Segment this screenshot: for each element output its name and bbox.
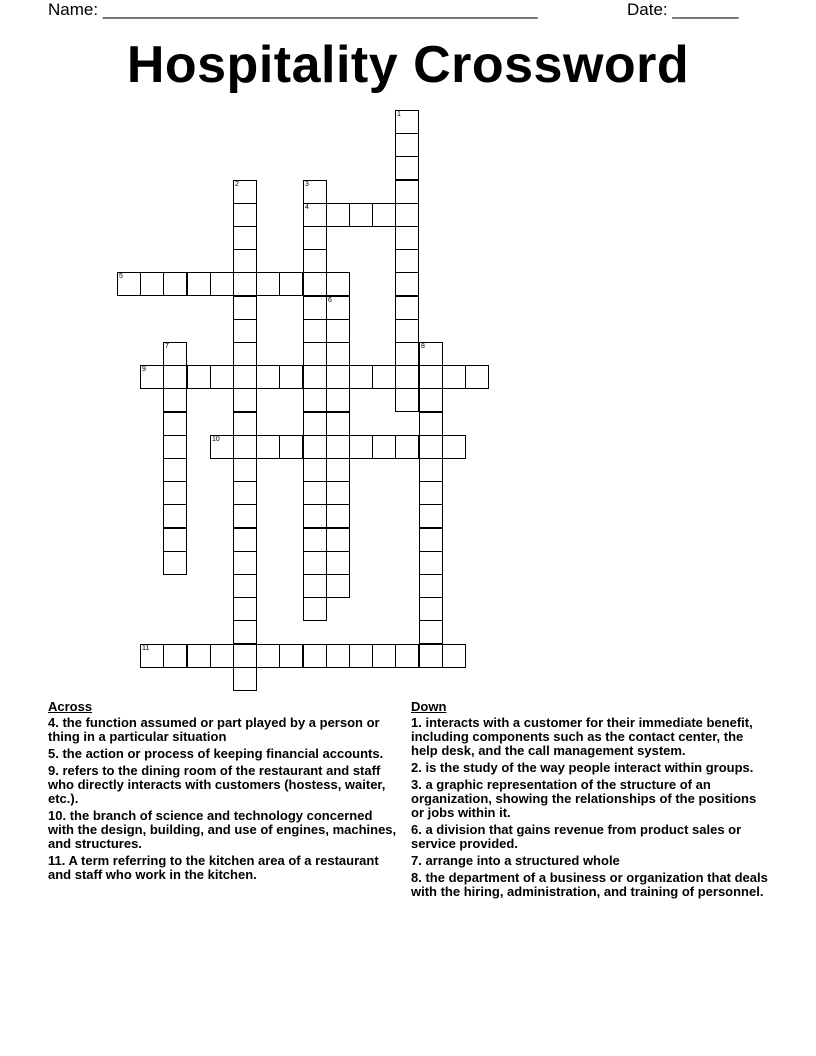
crossword-cell[interactable] [187,365,211,389]
crossword-cell[interactable] [326,551,350,575]
crossword-cell[interactable] [233,388,257,412]
crossword-cell[interactable] [442,435,466,459]
crossword-cell[interactable] [419,365,443,389]
crossword-cell[interactable] [163,365,187,389]
crossword-cell[interactable] [187,272,211,296]
crossword-cell[interactable] [233,342,257,366]
crossword-cell[interactable] [279,435,303,459]
crossword-cell[interactable] [349,644,373,668]
crossword-cell[interactable] [140,365,164,389]
clue-number: 9. [48,763,59,778]
crossword-cell[interactable] [326,319,350,343]
crossword-cell[interactable] [233,574,257,598]
clue-number-label: 3 [305,181,309,188]
clue-number-label: 9 [142,366,146,373]
date-line[interactable]: Date: _______ [627,0,739,19]
clue-number-label: 10 [212,436,220,443]
crossword-cell[interactable] [210,365,234,389]
crossword-cell[interactable] [419,504,443,528]
crossword-cell[interactable] [326,296,350,320]
clue-text: refers to the dining room of the restaurant and staff who directly interacts with customers (hostess, waiter, etc.). [48,763,386,806]
crossword-cell[interactable] [419,412,443,436]
crossword-cell[interactable] [233,412,257,436]
down-clue [411,778,771,820]
clue-text: is the study of the way people interact within groups. [425,760,754,775]
crossword-cell[interactable] [303,528,327,552]
crossword-cell[interactable] [163,388,187,412]
crossword-cell[interactable] [163,458,187,482]
crossword-cell[interactable] [326,574,350,598]
crossword-cell[interactable] [395,203,419,227]
clue-number-label: 2 [235,181,239,188]
crossword-cell[interactable] [233,458,257,482]
crossword-cell[interactable] [303,203,327,227]
crossword-cell[interactable] [419,458,443,482]
clue-text: arrange into a structured whole [425,853,620,868]
crossword-cell[interactable] [419,528,443,552]
crossword-cell[interactable] [326,458,350,482]
crossword-cell[interactable] [233,504,257,528]
crossword-cell[interactable] [303,504,327,528]
crossword-cell[interactable] [303,272,327,296]
clue-text: the branch of science and technology concerned with the design, building, and use of engines, machines, and structures. [48,808,397,851]
crossword-cell[interactable] [419,644,443,668]
crossword-cell[interactable] [163,272,187,296]
crossword-cell[interactable] [326,203,350,227]
crossword-cell[interactable] [372,435,396,459]
crossword-cell[interactable] [279,365,303,389]
clue-text: the function assumed or part played by a person or thing in a particular situation [48,715,380,744]
crossword-cell[interactable] [303,597,327,621]
crossword-cell[interactable] [326,342,350,366]
clue-number: 4. [48,715,59,730]
crossword-cell[interactable] [326,481,350,505]
clue-number-label: 6 [328,297,332,304]
crossword-cell[interactable] [395,644,419,668]
crossword-cell[interactable] [395,296,419,320]
crossword-cell[interactable] [303,319,327,343]
crossword-cell[interactable] [326,388,350,412]
crossword-cell[interactable] [233,481,257,505]
crossword-cell[interactable] [256,365,280,389]
crossword-cell[interactable] [395,133,419,157]
crossword-cell[interactable] [349,365,373,389]
crossword-cell[interactable] [419,620,443,644]
crossword-cell[interactable] [233,528,257,552]
crossword-cell[interactable] [163,481,187,505]
crossword-cell[interactable] [210,435,234,459]
crossword-cell[interactable] [233,203,257,227]
crossword-cell[interactable] [465,365,489,389]
crossword-cell[interactable] [117,272,141,296]
crossword-cell[interactable] [326,528,350,552]
across-clue [48,854,398,882]
crossword-cell[interactable] [163,551,187,575]
crossword-cell[interactable] [395,342,419,366]
crossword-cell[interactable] [233,667,257,691]
crossword-cell[interactable] [256,272,280,296]
crossword-cell[interactable] [303,249,327,273]
crossword-cell[interactable] [326,504,350,528]
crossword-cell[interactable] [442,644,466,668]
crossword-cell[interactable] [303,644,327,668]
clue-text: the action or process of keeping financial accounts. [62,746,384,761]
crossword-cell[interactable] [303,412,327,436]
clue-number-label: 4 [305,204,309,211]
crossword-cell[interactable] [233,551,257,575]
crossword-cell[interactable] [163,412,187,436]
crossword-cell[interactable] [233,620,257,644]
clue-text: interacts with a customer for their immediate benefit, including components such as the contact center, the help desk, and the call management system. [411,715,753,758]
crossword-cell[interactable] [233,272,257,296]
crossword-cell[interactable] [233,296,257,320]
clue-number: 1. [411,715,422,730]
crossword-cell[interactable] [210,644,234,668]
down-clues [411,700,771,902]
crossword-cell[interactable] [372,365,396,389]
crossword-cell[interactable] [233,435,257,459]
clue-number-label: 7 [165,343,169,350]
clue-number: 6. [411,822,422,837]
crossword-cell[interactable] [395,319,419,343]
across-clue [48,716,398,744]
name-line[interactable]: Name: ______________________________________________ [48,0,538,19]
crossword-cell[interactable] [326,412,350,436]
crossword-cell[interactable] [395,249,419,273]
crossword-cell[interactable] [256,435,280,459]
clue-number-label: 8 [421,343,425,350]
crossword-cell[interactable] [163,528,187,552]
crossword-cell[interactable] [233,365,257,389]
crossword-cell[interactable] [419,481,443,505]
crossword-cell[interactable] [256,644,280,668]
clue-number: 10. [48,808,67,823]
crossword-cell[interactable] [233,644,257,668]
down-heading: Down [411,699,447,714]
crossword-cell[interactable] [303,342,327,366]
crossword-cell[interactable] [395,110,419,134]
crossword-cell[interactable] [303,458,327,482]
crossword-cell[interactable] [163,504,187,528]
crossword-cell[interactable] [303,435,327,459]
crossword-cell[interactable] [419,574,443,598]
across-clues [48,700,398,885]
clue-number: 11. [48,853,66,868]
clue-text: a graphic representation of the structure of an organization, showing the relationships of the positions or jobs within it. [411,777,757,820]
crossword-cell[interactable] [233,249,257,273]
clue-number: 7. [411,853,422,868]
clue-text: A term referring to the kitchen area of a restaurant and staff who work in the kitchen. [48,853,379,882]
crossword-cell[interactable] [303,388,327,412]
crossword-cell[interactable] [349,435,373,459]
crossword-cell[interactable] [326,435,350,459]
crossword-cell[interactable] [303,296,327,320]
clue-number: 3. [411,777,422,792]
crossword-cell[interactable] [442,365,466,389]
crossword-cell[interactable] [372,203,396,227]
crossword-cell[interactable] [303,481,327,505]
crossword-cell[interactable] [187,644,211,668]
down-clue [411,761,771,775]
crossword-cell[interactable] [395,365,419,389]
clue-number: 2. [411,760,422,775]
crossword-cell[interactable] [233,180,257,204]
crossword-cell[interactable] [163,435,187,459]
crossword-cell[interactable] [233,597,257,621]
crossword-cell[interactable] [395,435,419,459]
crossword-cell[interactable] [303,551,327,575]
clue-text: the department of a business or organization that deals with the hiring, administration, and training of personnel. [411,870,768,899]
clue-number-label: 1 [397,111,401,118]
across-clue [48,747,398,761]
crossword-cell[interactable] [419,597,443,621]
clue-text: a division that gains revenue from product sales or service provided. [411,822,742,851]
across-clue [48,809,398,851]
crossword-cell[interactable] [395,272,419,296]
crossword-cell[interactable] [395,156,419,180]
down-clue [411,716,771,758]
crossword-cell[interactable] [279,272,303,296]
down-clue [411,854,771,868]
crossword-cell[interactable] [163,644,187,668]
page-title: Hospitality Crossword [126,36,690,94]
crossword-cell[interactable] [163,342,187,366]
down-clue [411,871,771,899]
down-clue [411,823,771,851]
crossword-cell[interactable] [419,551,443,575]
crossword-cell[interactable] [210,272,234,296]
crossword-cell[interactable] [419,388,443,412]
clue-number: 5. [48,746,59,761]
crossword-cell[interactable] [326,272,350,296]
crossword-cell[interactable] [140,272,164,296]
crossword-cell[interactable] [395,180,419,204]
crossword-cell[interactable] [233,319,257,343]
crossword-cell[interactable] [279,644,303,668]
clue-number-label: 11 [142,645,150,652]
clue-number-label: 5 [119,273,123,280]
crossword-cell[interactable] [140,644,164,668]
crossword-cell[interactable] [326,365,350,389]
crossword-cell[interactable] [303,365,327,389]
crossword-cell[interactable] [303,574,327,598]
across-heading: Across [48,699,93,714]
crossword-cell[interactable] [395,388,419,412]
across-clue [48,764,398,806]
crossword-cell[interactable] [349,203,373,227]
crossword-cell[interactable] [326,644,350,668]
crossword-cell[interactable] [372,644,396,668]
clue-number: 8. [411,870,422,885]
crossword-cell[interactable] [303,226,327,250]
crossword-cell[interactable] [303,180,327,204]
crossword-cell[interactable] [419,435,443,459]
crossword-cell[interactable] [419,342,443,366]
crossword-cell[interactable] [233,226,257,250]
crossword-cell[interactable] [395,226,419,250]
